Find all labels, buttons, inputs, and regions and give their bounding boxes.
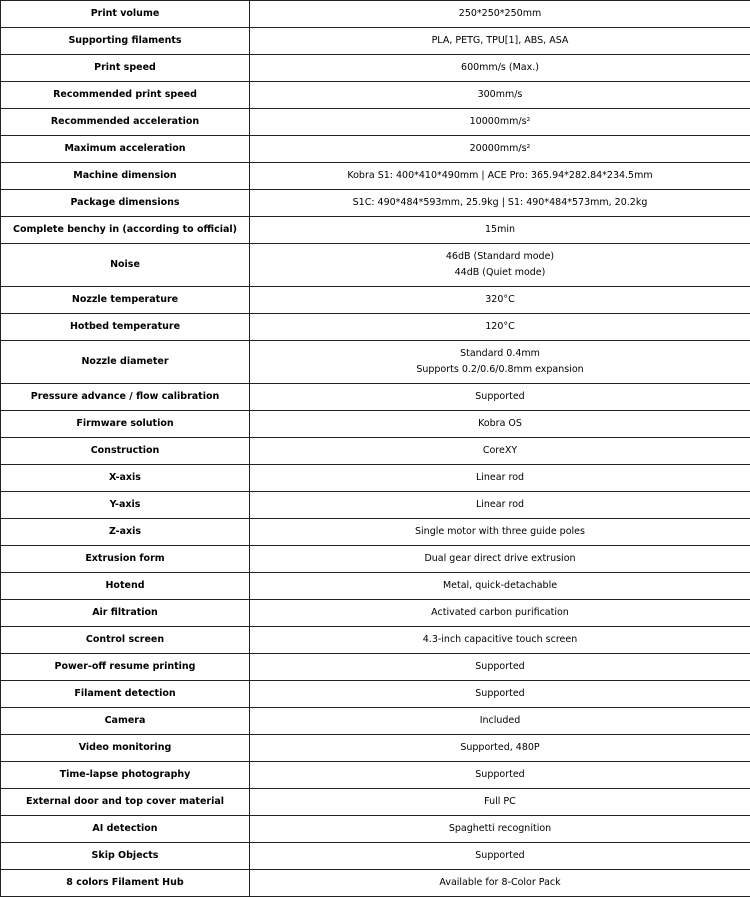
table-row: [1, 492, 750, 519]
spec-label-recommended-acceleration: Recommended acceleration: [1, 109, 250, 136]
spec-label-maximum-acceleration: Maximum acceleration: [1, 136, 250, 163]
spec-value-skip-objects: Supported: [250, 843, 750, 870]
spec-value-time-lapse: Supported: [250, 762, 750, 789]
spec-label-ai-detection: AI detection: [1, 816, 250, 843]
spec-label-hotend: Hotend: [1, 573, 250, 600]
spec-label-door-cover-material: External door and top cover material: [1, 789, 250, 816]
spec-label-extrusion-form: Extrusion form: [1, 546, 250, 573]
spec-value-hotend: Metal, quick-detachable: [250, 573, 750, 600]
spec-label-x-axis: X-axis: [1, 465, 250, 492]
spec-value-machine-dimension: Kobra S1: 400*410*490mm | ACE Pro: 365.94*282.84*234.5mm: [250, 163, 750, 190]
spec-label-filament-hub: 8 colors Filament Hub: [1, 870, 250, 897]
spec-label-video-monitoring: Video monitoring: [1, 735, 250, 762]
spec-value-camera: Included: [250, 708, 750, 735]
spec-value-video-monitoring: Supported, 480P: [250, 735, 750, 762]
spec-value-nozzle-temperature: 320°C: [250, 287, 750, 314]
spec-value-nozzle-diameter: [250, 341, 750, 384]
spec-value-extrusion-form: Dual gear direct drive extrusion: [250, 546, 750, 573]
table-row: [1, 546, 750, 573]
spec-value-firmware-solution: Kobra OS: [250, 411, 750, 438]
spec-label-nozzle-diameter: Nozzle diameter: [1, 341, 250, 384]
table-row: [1, 762, 750, 789]
table-row: [1, 843, 750, 870]
spec-value-noise-line-1: 46dB (Standard mode): [254, 249, 746, 265]
table-row: [1, 411, 750, 438]
spec-label-filament-detection: Filament detection: [1, 681, 250, 708]
table-row: [1, 573, 750, 600]
table-row: [1, 816, 750, 843]
spec-label-firmware-solution: Firmware solution: [1, 411, 250, 438]
spec-label-print-volume: Print volume: [1, 1, 250, 28]
spec-value-z-axis: Single motor with three guide poles: [250, 519, 750, 546]
table-row: [1, 244, 750, 287]
spec-value-recommended-acceleration: 10000mm/s²: [250, 109, 750, 136]
spec-label-supporting-filaments: Supporting filaments: [1, 28, 250, 55]
table-row: [1, 519, 750, 546]
table-row: [1, 109, 750, 136]
spec-value-pressure-advance: Supported: [250, 384, 750, 411]
spec-value-filament-detection: Supported: [250, 681, 750, 708]
spec-label-print-speed: Print speed: [1, 55, 250, 82]
table-row: [1, 163, 750, 190]
spec-value-supporting-filaments: PLA, PETG, TPU[1], ABS, ASA: [250, 28, 750, 55]
table-row: [1, 287, 750, 314]
spec-value-benchy-time: 15min: [250, 217, 750, 244]
spec-value-package-dimensions: S1C: 490*484*593mm, 25.9kg | S1: 490*484*573mm, 20.2kg: [250, 190, 750, 217]
table-row: [1, 55, 750, 82]
spec-label-air-filtration: Air filtration: [1, 600, 250, 627]
spec-label-construction: Construction: [1, 438, 250, 465]
spec-label-z-axis: Z-axis: [1, 519, 250, 546]
spec-value-ai-detection: Spaghetti recognition: [250, 816, 750, 843]
spec-label-camera: Camera: [1, 708, 250, 735]
spec-label-recommended-print-speed: Recommended print speed: [1, 82, 250, 109]
spec-label-noise: Noise: [1, 244, 250, 287]
table-row: [1, 789, 750, 816]
table-row: [1, 314, 750, 341]
spec-value-control-screen: 4.3-inch capacitive touch screen: [250, 627, 750, 654]
spec-value-construction: CoreXY: [250, 438, 750, 465]
spec-label-hotbed-temperature: Hotbed temperature: [1, 314, 250, 341]
table-row: [1, 627, 750, 654]
spec-value-x-axis: Linear rod: [250, 465, 750, 492]
table-row: [1, 190, 750, 217]
table-row: [1, 735, 750, 762]
spec-label-nozzle-temperature: Nozzle temperature: [1, 287, 250, 314]
spec-label-machine-dimension: Machine dimension: [1, 163, 250, 190]
table-row: [1, 681, 750, 708]
spec-value-y-axis: Linear rod: [250, 492, 750, 519]
table-row: [1, 341, 750, 384]
spec-label-package-dimensions: Package dimensions: [1, 190, 250, 217]
table-row: [1, 600, 750, 627]
spec-label-control-screen: Control screen: [1, 627, 250, 654]
table-row: [1, 384, 750, 411]
table-row: [1, 654, 750, 681]
spec-label-time-lapse: Time-lapse photography: [1, 762, 250, 789]
spec-label-skip-objects: Skip Objects: [1, 843, 250, 870]
table-row: [1, 1, 750, 28]
spec-value-air-filtration: Activated carbon purification: [250, 600, 750, 627]
spec-value-print-volume: 250*250*250mm: [250, 1, 750, 28]
spec-value-nozzle-diameter-line-1: Standard 0.4mm: [254, 346, 746, 362]
table-row: [1, 136, 750, 163]
spec-value-power-off-resume: Supported: [250, 654, 750, 681]
spec-value-noise-line-2: 44dB (Quiet mode): [254, 265, 746, 281]
spec-label-y-axis: Y-axis: [1, 492, 250, 519]
spec-value-recommended-print-speed: 300mm/s: [250, 82, 750, 109]
table-row: [1, 82, 750, 109]
table-row: [1, 28, 750, 55]
table-row: [1, 217, 750, 244]
spec-label-pressure-advance: Pressure advance / flow calibration: [1, 384, 250, 411]
table-row: [1, 708, 750, 735]
spec-value-nozzle-diameter-line-2: Supports 0.2/0.6/0.8mm expansion: [254, 362, 746, 378]
spec-value-filament-hub: Available for 8-Color Pack: [250, 870, 750, 897]
spec-value-print-speed: 600mm/s (Max.): [250, 55, 750, 82]
table-row: [1, 465, 750, 492]
table-row: [1, 438, 750, 465]
spec-value-maximum-acceleration: 20000mm/s²: [250, 136, 750, 163]
spec-value-hotbed-temperature: 120°C: [250, 314, 750, 341]
spec-value-noise: [250, 244, 750, 287]
spec-label-benchy-time: Complete benchy in (according to official): [1, 217, 250, 244]
spec-label-power-off-resume: Power-off resume printing: [1, 654, 250, 681]
spec-value-door-cover-material: Full PC: [250, 789, 750, 816]
table-row: [1, 870, 750, 897]
